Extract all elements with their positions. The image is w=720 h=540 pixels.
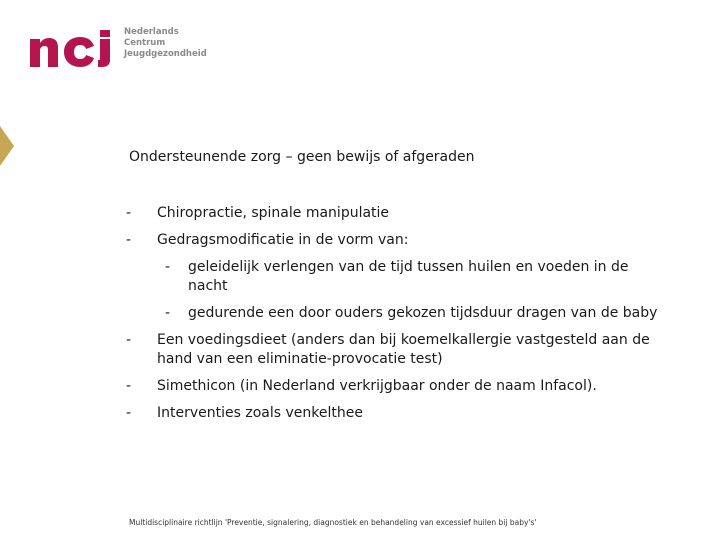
ncj-logo-mark <box>28 29 118 67</box>
sub-bullet-dash: - <box>165 305 171 321</box>
bullet-dash: - <box>126 205 132 221</box>
list-item <box>126 404 686 423</box>
sub-bullet-text: gedurende een door ouders gekozen tijdsduur dragen van de baby <box>188 305 658 321</box>
slide-marker-arrow-icon <box>0 126 14 166</box>
sub-bullet-text: geleidelijk verlengen van de tijd tussen huilen en voeden in de nacht <box>188 259 629 294</box>
logo-line-3: Jeugdgezondheid <box>124 49 207 59</box>
footer-citation: Multidisciplinaire richtlijn 'Preventie, signalering, diagnostiek en behandeling van excessief huilen bij baby's' <box>129 518 537 527</box>
slide-title: Ondersteunende zorg – geen bewijs of afgeraden <box>129 149 475 165</box>
list-item <box>126 204 686 223</box>
logo-line-2: Centrum <box>124 38 166 48</box>
sub-bullet-dash: - <box>165 259 171 275</box>
bullet-dash: - <box>126 378 132 394</box>
list-item <box>126 231 686 250</box>
bullet-dash: - <box>126 405 132 421</box>
bullet-text: Gedragsmodificatie in de vorm van: <box>157 232 409 248</box>
bullet-text: Chiropractie, spinale manipulatie <box>157 205 390 221</box>
ncj-logo <box>28 27 208 71</box>
bullet-dash: - <box>126 232 132 248</box>
bullet-text: Een voedingsdieet (anders dan bij koemelkallergie vastgesteld aan de hand van een eliminatie-provocatie test) <box>157 332 650 367</box>
list-item <box>126 331 686 369</box>
bullet-list <box>126 204 686 423</box>
list-item <box>126 377 686 396</box>
bullet-text: Simethicon (in Nederland verkrijgbaar onder de naam Infacol). <box>157 378 597 394</box>
sub-list-item <box>157 258 672 296</box>
bullet-dash: - <box>126 332 132 348</box>
logo-text <box>124 27 207 60</box>
bullet-text: Interventies zoals venkelthee <box>157 405 363 421</box>
logo-line-1: Nederlands <box>124 27 179 37</box>
sub-list-item <box>157 304 672 323</box>
